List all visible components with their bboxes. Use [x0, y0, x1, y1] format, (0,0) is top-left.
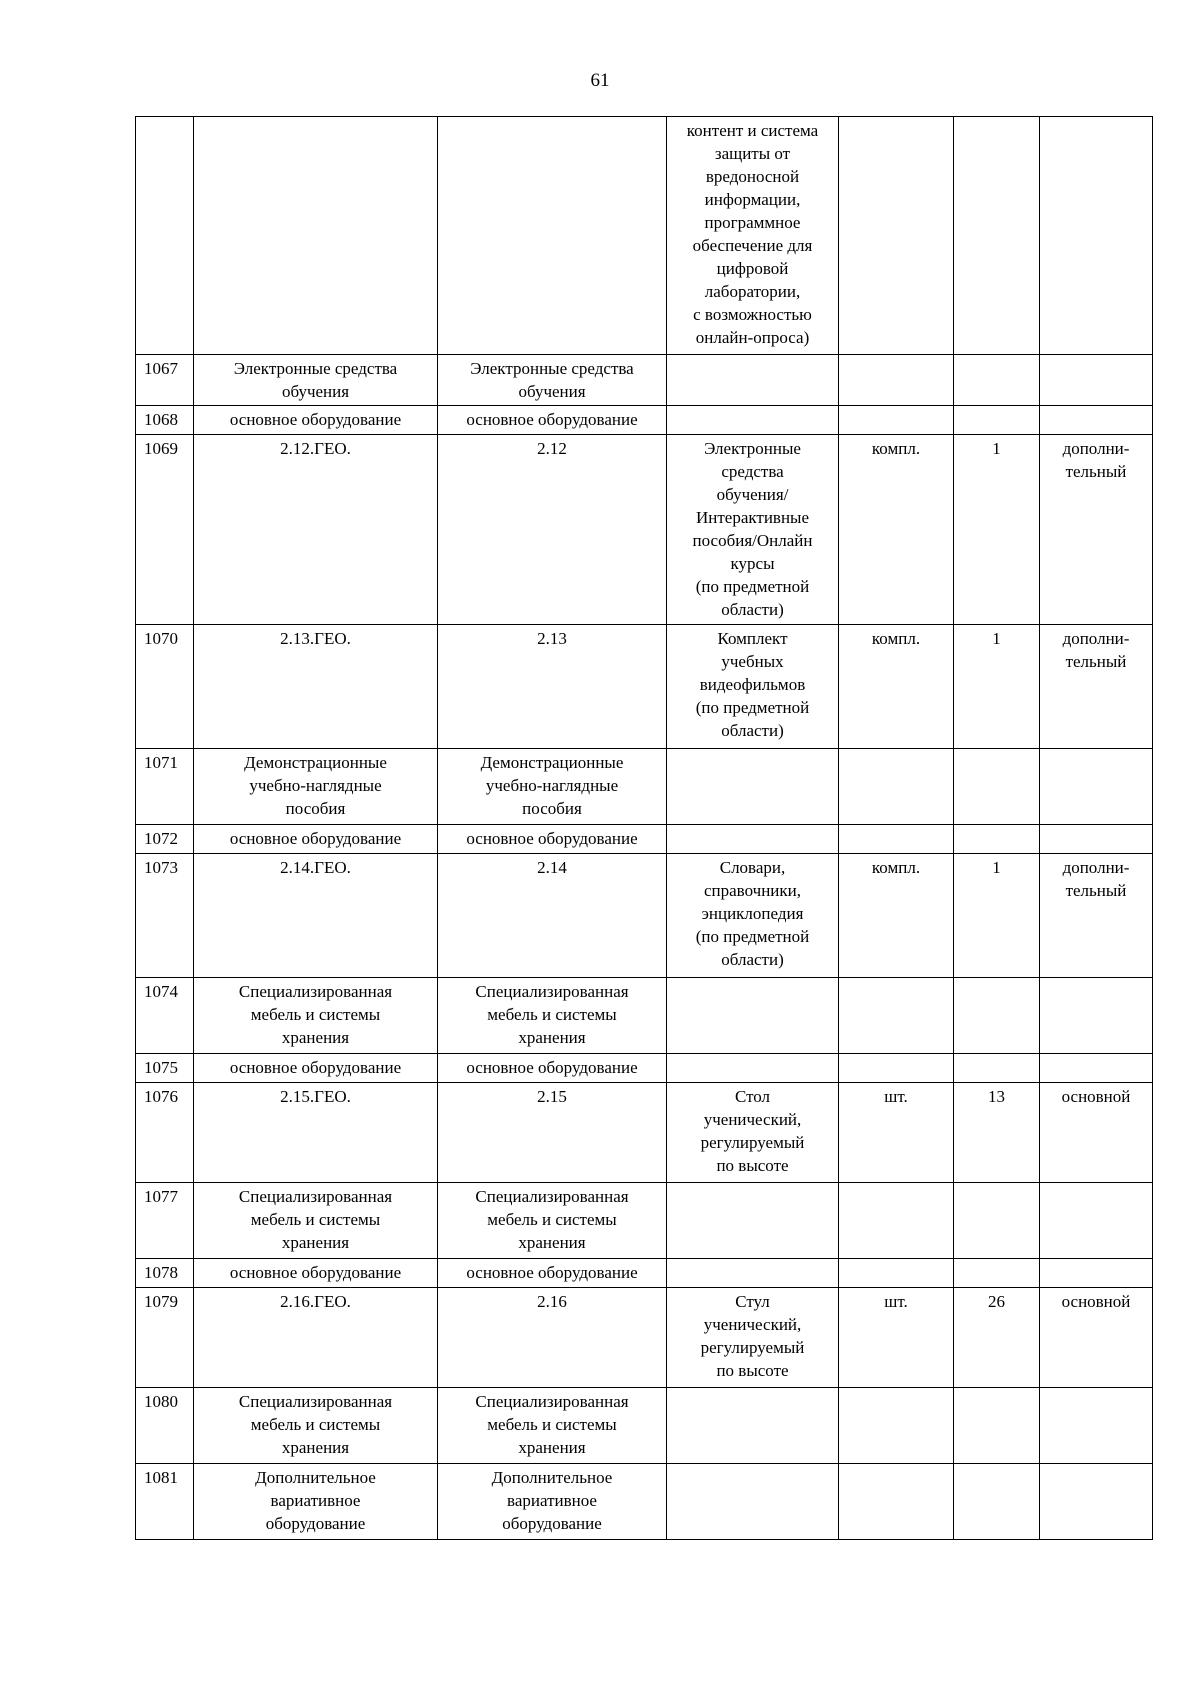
equipment-type-cell: дополни- тельный — [1040, 435, 1153, 625]
quantity-cell — [954, 1388, 1040, 1464]
section-code-cell: Демонстрационные учебно-наглядные пособия — [194, 749, 438, 825]
table-row — [136, 1083, 1153, 1183]
table-row — [136, 406, 1153, 435]
table-row — [136, 1183, 1153, 1259]
quantity-cell — [954, 355, 1040, 406]
section-code-cell: Специализированная мебель и системы хранения — [194, 978, 438, 1054]
item-name-cell — [667, 1464, 839, 1540]
quantity-cell — [954, 1054, 1040, 1083]
quantity-cell — [954, 978, 1040, 1054]
equipment-type-cell: дополни- тельный — [1040, 854, 1153, 978]
item-name-cell: Электронные средства обучения/ Интерактивные пособия/Онлайн курсы (по предметной области) — [667, 435, 839, 625]
item-name-cell: контент и система защиты от вредоносной информации, программное обеспечение для цифровой лаборатории, с возможностью онлайн-опроса) — [667, 117, 839, 355]
row-number-cell: 1081 — [136, 1464, 194, 1540]
equipment-type-cell: дополни- тельный — [1040, 625, 1153, 749]
row-number-cell: 1076 — [136, 1083, 194, 1183]
section-ref-cell: Демонстрационные учебно-наглядные пособия — [438, 749, 667, 825]
section-code-cell: 2.15.ГЕО. — [194, 1083, 438, 1183]
unit-cell — [839, 1183, 954, 1259]
table-row — [136, 1259, 1153, 1288]
quantity-cell — [954, 749, 1040, 825]
item-name-cell — [667, 749, 839, 825]
item-name-cell: Стол ученический, регулируемый по высоте — [667, 1083, 839, 1183]
table-row — [136, 117, 1153, 355]
section-ref-cell: основное оборудование — [438, 406, 667, 435]
section-code-cell — [194, 117, 438, 355]
section-ref-cell: Специализированная мебель и системы хранения — [438, 978, 667, 1054]
row-number-cell: 1070 — [136, 625, 194, 749]
equipment-type-cell — [1040, 1183, 1153, 1259]
table-body — [136, 117, 1153, 1540]
unit-cell: шт. — [839, 1288, 954, 1388]
section-code-cell: 2.14.ГЕО. — [194, 854, 438, 978]
equipment-type-cell: основной — [1040, 1288, 1153, 1388]
unit-cell — [839, 749, 954, 825]
row-number-cell: 1067 — [136, 355, 194, 406]
item-name-cell — [667, 825, 839, 854]
table-row — [136, 625, 1153, 749]
quantity-cell — [954, 117, 1040, 355]
unit-cell — [839, 825, 954, 854]
item-name-cell: Комплект учебных видеофильмов (по предметной области) — [667, 625, 839, 749]
section-code-cell: 2.16.ГЕО. — [194, 1288, 438, 1388]
equipment-type-cell — [1040, 406, 1153, 435]
section-ref-cell: 2.14 — [438, 854, 667, 978]
item-name-cell — [667, 355, 839, 406]
quantity-cell — [954, 406, 1040, 435]
section-ref-cell: 2.12 — [438, 435, 667, 625]
unit-cell — [839, 1388, 954, 1464]
unit-cell: компл. — [839, 854, 954, 978]
item-name-cell — [667, 1388, 839, 1464]
row-number-cell: 1079 — [136, 1288, 194, 1388]
table-row — [136, 1054, 1153, 1083]
section-ref-cell: 2.15 — [438, 1083, 667, 1183]
section-code-cell: 2.12.ГЕО. — [194, 435, 438, 625]
quantity-cell — [954, 825, 1040, 854]
unit-cell: компл. — [839, 435, 954, 625]
table-row — [136, 854, 1153, 978]
quantity-cell — [954, 1464, 1040, 1540]
row-number-cell: 1078 — [136, 1259, 194, 1288]
unit-cell: шт. — [839, 1083, 954, 1183]
quantity-cell: 1 — [954, 625, 1040, 749]
table-row — [136, 749, 1153, 825]
row-number-cell: 1075 — [136, 1054, 194, 1083]
section-code-cell: 2.13.ГЕО. — [194, 625, 438, 749]
equipment-table — [135, 116, 1153, 1540]
item-name-cell: Стул ученический, регулируемый по высоте — [667, 1288, 839, 1388]
quantity-cell — [954, 1183, 1040, 1259]
row-number-cell: 1077 — [136, 1183, 194, 1259]
table-row — [136, 825, 1153, 854]
equipment-type-cell — [1040, 978, 1153, 1054]
quantity-cell: 1 — [954, 435, 1040, 625]
table-row — [136, 1464, 1153, 1540]
row-number-cell: 1068 — [136, 406, 194, 435]
equipment-type-cell — [1040, 1464, 1153, 1540]
quantity-cell: 26 — [954, 1288, 1040, 1388]
section-ref-cell: основное оборудование — [438, 825, 667, 854]
quantity-cell: 1 — [954, 854, 1040, 978]
item-name-cell — [667, 1054, 839, 1083]
item-name-cell — [667, 978, 839, 1054]
row-number-cell — [136, 117, 194, 355]
section-ref-cell: Электронные средства обучения — [438, 355, 667, 406]
row-number-cell: 1080 — [136, 1388, 194, 1464]
table-row — [136, 978, 1153, 1054]
section-code-cell: Специализированная мебель и системы хранения — [194, 1388, 438, 1464]
equipment-type-cell — [1040, 749, 1153, 825]
equipment-type-cell — [1040, 1054, 1153, 1083]
unit-cell — [839, 978, 954, 1054]
row-number-cell: 1072 — [136, 825, 194, 854]
section-code-cell: Электронные средства обучения — [194, 355, 438, 406]
section-code-cell: Специализированная мебель и системы хранения — [194, 1183, 438, 1259]
equipment-type-cell: основной — [1040, 1083, 1153, 1183]
section-ref-cell: Специализированная мебель и системы хранения — [438, 1388, 667, 1464]
equipment-type-cell — [1040, 117, 1153, 355]
row-number-cell: 1071 — [136, 749, 194, 825]
section-code-cell: основное оборудование — [194, 1054, 438, 1083]
equipment-type-cell — [1040, 355, 1153, 406]
unit-cell — [839, 406, 954, 435]
section-code-cell: Дополнительное вариативное оборудование — [194, 1464, 438, 1540]
table-row — [136, 1388, 1153, 1464]
unit-cell — [839, 117, 954, 355]
item-name-cell — [667, 1259, 839, 1288]
item-name-cell: Словари, справочники, энциклопедия (по предметной области) — [667, 854, 839, 978]
section-ref-cell: 2.13 — [438, 625, 667, 749]
section-ref-cell: основное оборудование — [438, 1259, 667, 1288]
quantity-cell: 13 — [954, 1083, 1040, 1183]
equipment-type-cell — [1040, 825, 1153, 854]
row-number-cell: 1074 — [136, 978, 194, 1054]
unit-cell — [839, 1464, 954, 1540]
section-ref-cell — [438, 117, 667, 355]
equipment-type-cell — [1040, 1259, 1153, 1288]
equipment-type-cell — [1040, 1388, 1153, 1464]
table-row — [136, 1288, 1153, 1388]
page-number: 61 — [590, 70, 610, 91]
unit-cell: компл. — [839, 625, 954, 749]
unit-cell — [839, 1054, 954, 1083]
item-name-cell — [667, 1183, 839, 1259]
section-code-cell: основное оборудование — [194, 825, 438, 854]
unit-cell — [839, 355, 954, 406]
quantity-cell — [954, 1259, 1040, 1288]
section-ref-cell: 2.16 — [438, 1288, 667, 1388]
unit-cell — [839, 1259, 954, 1288]
row-number-cell: 1069 — [136, 435, 194, 625]
row-number-cell: 1073 — [136, 854, 194, 978]
item-name-cell — [667, 406, 839, 435]
table-row — [136, 355, 1153, 406]
table-row — [136, 435, 1153, 625]
section-code-cell: основное оборудование — [194, 1259, 438, 1288]
section-ref-cell: Специализированная мебель и системы хранения — [438, 1183, 667, 1259]
section-ref-cell: основное оборудование — [438, 1054, 667, 1083]
section-ref-cell: Дополнительное вариативное оборудование — [438, 1464, 667, 1540]
section-code-cell: основное оборудование — [194, 406, 438, 435]
